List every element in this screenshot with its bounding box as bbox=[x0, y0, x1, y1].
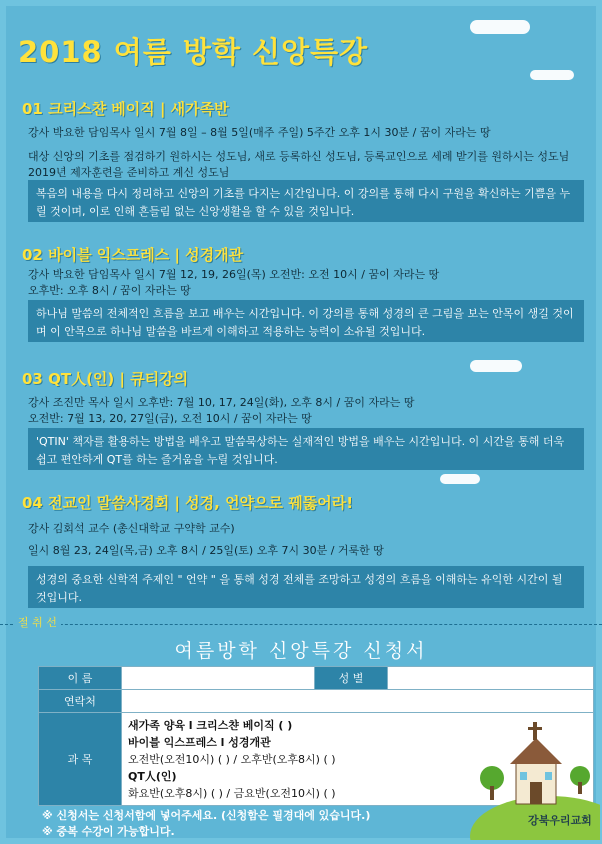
section-2-line: 오후반: 오후 8시 / 꿈이 자라는 땅 bbox=[28, 284, 191, 297]
section-heading-1: 01 크리스챤 베이직 | 새가족반 bbox=[22, 100, 229, 118]
cloud-decoration bbox=[530, 70, 574, 80]
course-option[interactable]: 화요반(오후8시) ( ) / 금요반(오전10시) ( ) bbox=[128, 786, 336, 800]
contact-label: 연락처 bbox=[39, 690, 122, 713]
section-3-line: 오전반: 7월 13, 20, 27일(금), 오전 10시 / 꿈이 자라는 땅 bbox=[28, 412, 312, 425]
gender-label: 성 별 bbox=[315, 667, 388, 690]
section-heading-2: 02 바이블 익스프레스 | 성경개관 bbox=[22, 246, 244, 264]
church-logo: 강북우리교회 bbox=[528, 814, 592, 827]
section-1-line: 대상 신앙의 기초를 점검하기 원하시는 성도님, 새로 등록하신 성도님, 등록교인으로 세례 받기를 원하시는 성도님 bbox=[28, 150, 570, 163]
section-1-line: 강사 박요한 담임목사 일시 7월 8일 – 8월 5일(매주 주일) 5주간 오후 1시 30분 / 꿈이 자라는 땅 bbox=[28, 126, 491, 139]
section-2-description: 하나님 말씀의 전체적인 흐름을 보고 배우는 시간입니다. 이 강의를 통해 성경의 큰 그림을 보는 안목이 생길 것이며 이 안목으로 하나님 말씀을 바르게 이해하고 적용하는 능력이 소유될 것입니다. bbox=[28, 300, 584, 342]
cut-line bbox=[0, 624, 602, 625]
course-option[interactable]: 새가족 양육 l 크리스챤 베이직 ( ) bbox=[128, 718, 293, 732]
section-1-line: 2019년 제자훈련을 준비하고 계신 성도님 bbox=[28, 166, 230, 179]
course-option-heading: QT人(인) bbox=[128, 769, 177, 783]
note-line: ※ 중복 수강이 가능합니다. bbox=[42, 825, 175, 838]
cloud-decoration bbox=[470, 360, 522, 372]
page-title: 2018 여름 방학 신앙특강 bbox=[18, 35, 369, 69]
section-3-line: 강사 조진만 목사 일시 오후반: 7월 10, 17, 24일(화), 오후 8시 / 꿈이 자라는 땅 bbox=[28, 396, 415, 409]
section-3-description: 'QTIN' 책자를 활용하는 방법을 배우고 말씀묵상하는 실재적인 방법을 배우는 시간입니다. 이 시간을 통해 더욱 쉽고 편안하게 QT를 하는 즐거움을 누릴 것입니다. bbox=[28, 428, 584, 470]
gender-field[interactable] bbox=[388, 667, 594, 690]
cut-line-label: 절 취 선 bbox=[14, 614, 61, 630]
course-label: 과 목 bbox=[39, 713, 122, 806]
note-line: ※ 신청서는 신청서함에 넣어주세요. (신청함은 필경대에 있습니다.) bbox=[42, 809, 371, 822]
course-option[interactable]: 오전반(오전10시) ( ) / 오후반(오후8시) ( ) bbox=[128, 752, 336, 766]
cloud-decoration bbox=[470, 20, 530, 34]
section-4-line: 일시 8월 23, 24일(목,금) 오후 8시 / 25일(토) 오후 7시 30분 / 거룩한 땅 bbox=[28, 544, 384, 557]
application-title: 여름방학 신앙특강 신청서 bbox=[174, 640, 428, 662]
section-2-line: 강사 박요한 담임목사 일시 7월 12, 19, 26일(목) 오전반: 오전 10시 / 꿈이 자라는 땅 bbox=[28, 268, 440, 281]
section-4-description: 성경의 중요한 신학적 주제인 " 언약 " 을 통해 성경 전체를 조망하고 성경의 흐름을 이해하는 유익한 시간이 될 것입니다. bbox=[28, 566, 584, 608]
notes bbox=[42, 808, 370, 840]
contact-field[interactable] bbox=[122, 690, 594, 713]
course-option-heading: 바이블 익스프레스 l 성경개관 bbox=[128, 735, 271, 749]
cloud-decoration bbox=[440, 474, 480, 484]
section-heading-4: 04 전교인 말씀사경회 | 성경, 언약으로 꿰뚫어라! bbox=[22, 494, 354, 512]
section-4-line: 강사 김회석 교수 (총신대학교 구약학 교수) bbox=[28, 522, 235, 535]
name-field[interactable] bbox=[122, 667, 315, 690]
section-heading-3: 03 QT人(인) | 큐티강의 bbox=[22, 370, 189, 388]
name-label: 이 름 bbox=[39, 667, 122, 690]
section-1-description: 복음의 내용을 다시 정리하고 신앙의 기초를 다지는 시간입니다. 이 강의를 통해 다시 구원을 확신하는 기쁨을 누릴 것이며, 이로 인해 흔들림 없는 신앙생활을 할 수 있을 것입니다. bbox=[28, 180, 584, 222]
